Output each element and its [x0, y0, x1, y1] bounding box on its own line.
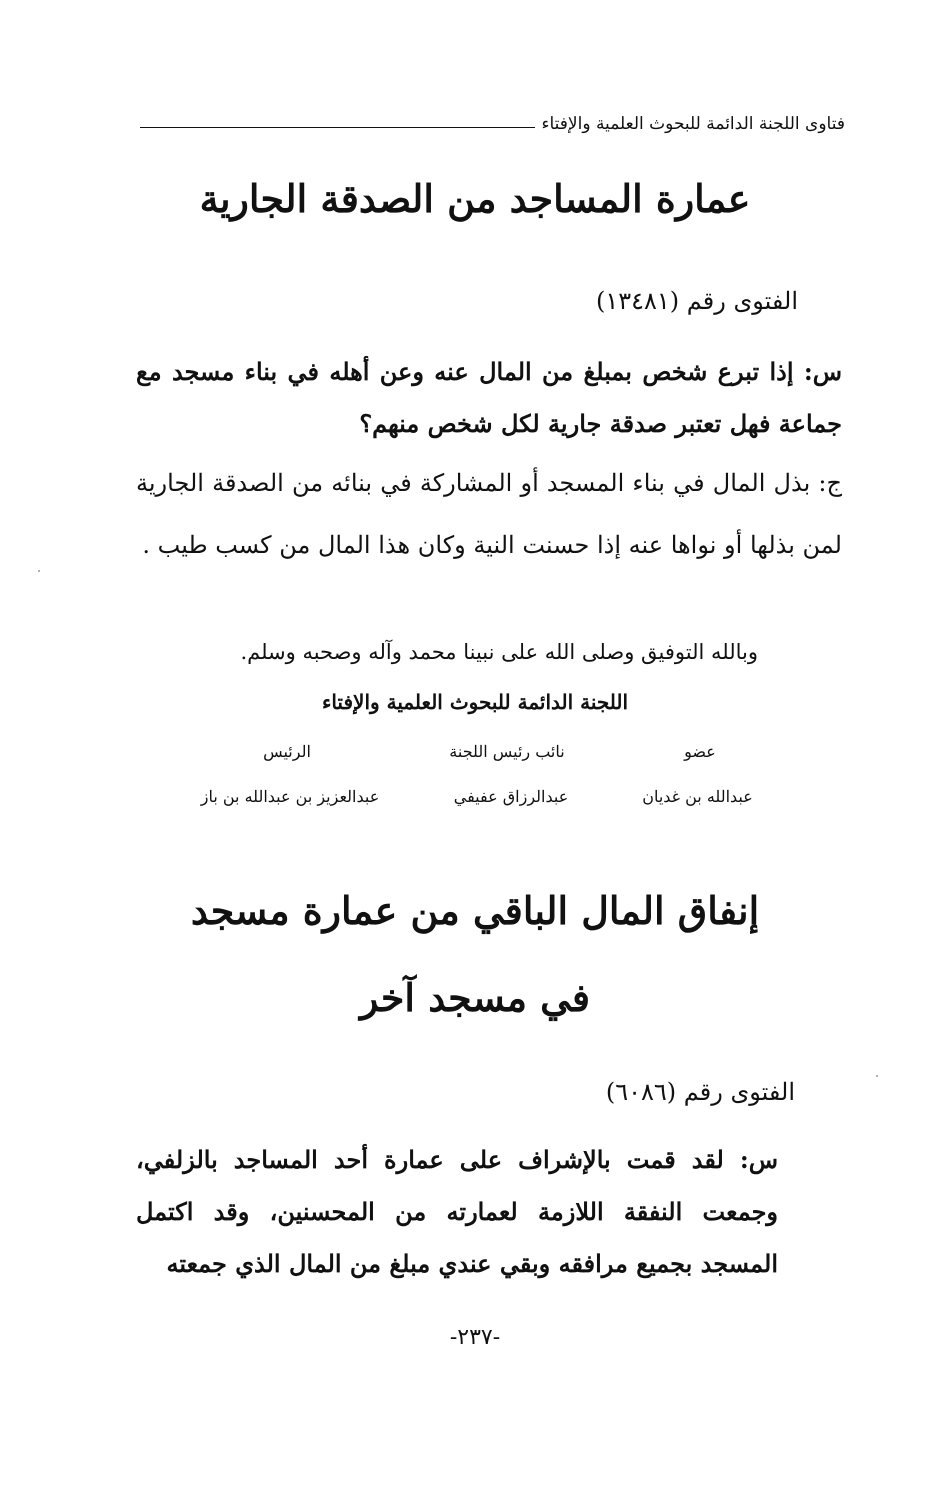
signatory-name-president: عبدالعزيز بن عبدالله بن باز [200, 787, 380, 806]
signatory-role-vice-president: نائب رئيس اللجنة [449, 742, 565, 761]
answer-paragraph: ج: بذل المال في بناء المسجد أو المشاركة في بنائه من الصدقة الجارية لمن بذلها أو نواها عنه إذا حسنت النية وكان هذا المال من كسب طيب . [136, 469, 842, 559]
closing-prayer: وبالله التوفيق وصلى الله على نبينا محمد وآله وصحبه وسلم. [240, 640, 758, 664]
question-paragraph-2: س: لقد قمت بالإشراف على عمارة أحد المساجد بالزلفي، وجمعت النفقة اللازمة لعمارته من المحسنين، وقد اكتمل المسجد بجميع مرافقه وبقي عندي مبلغ من المال الذي جمعته [136, 1145, 778, 1278]
fatwa-number: الفتوى رقم (١٣٤٨١) [595, 287, 798, 315]
question-paragraph: س: إذا تبرع شخص بمبلغ من المال عنه وعن أهله في بناء مسجد مع جماعة فهل تعتبر صدقة جارية لكل شخص منهم؟ [136, 357, 842, 438]
running-header-title: فتاوى اللجنة الدائمة للبحوث العلمية والإفتاء [541, 114, 845, 134]
committee-name: اللجنة الدائمة للبحوث العلمية والإفتاء [321, 690, 629, 714]
signatory-name-member: عبدالله بن غديان [642, 787, 753, 806]
scan-speck [876, 1075, 878, 1077]
signatory-role-member: عضو [684, 742, 716, 761]
scan-speck [38, 570, 40, 572]
section-title-surplus-funds-line2: في مسجد آخر [359, 975, 591, 1020]
page-number: -٢٣٧- [449, 1325, 501, 1350]
section-title-surplus-funds-line1: إنفاق المال الباقي من عمارة مسجد [190, 888, 760, 933]
section-title-mosque-construction-charity: عمارة المساجد من الصدقة الجارية [199, 176, 751, 221]
signatory-name-vice-president: عبدالرزاق عفيفي [453, 787, 569, 806]
signatory-role-president: الرئيس [263, 742, 311, 761]
fatwa-number-2: الفتوى رقم (٦٠٨٦) [605, 1078, 795, 1106]
running-header [140, 104, 845, 134]
header-rule [140, 127, 535, 128]
